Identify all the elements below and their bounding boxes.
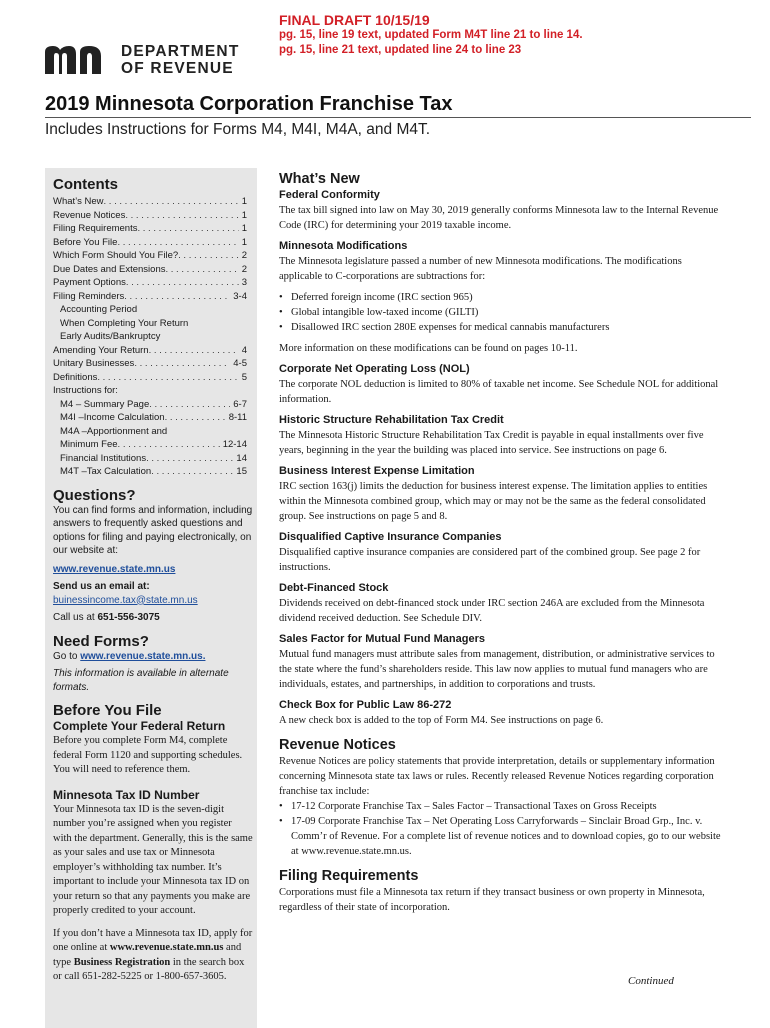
revenue-notices-list xyxy=(279,799,723,859)
toc-entry xyxy=(53,276,253,290)
toc-entry-label: Filing Requirements xyxy=(53,223,138,234)
alternate-formats-note: This information is available in alternate formats. xyxy=(53,668,229,693)
toc-entry-label: Payment Options xyxy=(53,277,126,288)
toc-entry-label: Definitions xyxy=(53,371,98,383)
toc-entry xyxy=(53,303,253,317)
revenue-notices-heading: Revenue Notices xyxy=(279,737,396,753)
toc-entry-page: 4 xyxy=(241,344,247,356)
toc-entry-label: Revenue Notices xyxy=(53,209,126,221)
federal-conformity-heading: Federal Conformity xyxy=(279,189,380,201)
main-column xyxy=(279,170,723,915)
federal-conformity-text: The tax bill signed into law on May 30, 2019 generally conforms Minnesota law to the Internal Revenue Code (IRC) for determining your 2019 taxable income. xyxy=(279,205,719,231)
toc-entry xyxy=(53,384,253,398)
debt-financed-heading: Debt-Financed Stock xyxy=(279,582,389,594)
toc-entry-label: Due Dates and Extensions xyxy=(53,263,166,275)
whats-new-heading: What’s New xyxy=(279,171,360,187)
toc-entry-label: M4A –Apportionment and xyxy=(60,425,168,437)
toc-leader-dots xyxy=(125,209,238,223)
contents-heading: Contents xyxy=(53,176,118,193)
continued-note: Continued xyxy=(628,975,674,987)
toc-entry-label: Which Form Should You File? xyxy=(53,250,179,261)
public-law-heading: Check Box for Public Law 86-272 xyxy=(279,699,452,711)
toc-entry-page: 1 xyxy=(241,196,247,207)
tax-id-text: Your Minnesota tax ID is the seven-digit number you’re assigned when you register with the department. Generally, this is the same as your sales and use tax or Minnesota employer’s withholding tax number. It’s important to include your Minnesota tax ID on your return so that any payments you make are properly credited to your account. xyxy=(53,803,253,916)
toc-leader-dots xyxy=(118,438,220,452)
toc-entry-page: 15 xyxy=(236,466,247,477)
toc-entry-label: Early Audits/Bankruptcy xyxy=(60,331,161,342)
toc-leader-dots xyxy=(165,411,226,425)
business-interest-text: IRC section 163(j) limits the deduction for business interest expense. The limitation applies to entities within the Minnesota combined group, which may or may not be the same as the federal consolidated group. See instructions on page 5 and 8. xyxy=(279,481,708,522)
toc-leader-dots xyxy=(149,398,230,412)
toc-entry-label: Financial Institutions xyxy=(60,452,147,464)
toc-leader-dots xyxy=(126,276,239,290)
sidebar xyxy=(53,176,253,985)
toc-leader-dots xyxy=(146,452,233,466)
business-interest-heading: Business Interest Expense Limitation xyxy=(279,465,475,477)
before-you-file-heading: Before You File xyxy=(53,702,162,719)
toc-entry-page: 2 xyxy=(241,263,247,275)
call-prefix: Call us at xyxy=(53,612,98,623)
toc-entry-label: Minimum Fee xyxy=(60,439,118,450)
toc-entry-label: Amending Your Return xyxy=(53,344,149,356)
federal-return-text: Before you complete Form M4, complete federal Form 1120 and supporting schedules. You will need to reference them. xyxy=(53,735,243,775)
federal-return-subheading: Complete Your Federal Return xyxy=(53,719,226,733)
toc-entry xyxy=(53,465,253,479)
toc-leader-dots xyxy=(134,357,230,371)
forms-link[interactable]: www.revenue.state.mn.us. xyxy=(80,650,206,662)
logo-line-1: DEPARTMENT xyxy=(121,43,240,60)
debt-financed-text: Dividends received on debt-financed stock under IRC section 246A are excluded from the Minnesota dividend received deduction. See Schedule DIV. xyxy=(279,598,705,624)
toc-leader-dots xyxy=(97,371,238,385)
toc-entry xyxy=(53,209,253,223)
toc-entry xyxy=(53,371,253,385)
questions-text: You can find forms and information, including answers to frequently asked questions and options for filing and paying electronically, on our website at: xyxy=(53,504,253,556)
public-law-text: A new check box is added to the top of Form M4. See instructions on page 6. xyxy=(279,715,604,726)
toc-entry xyxy=(53,452,253,466)
toc-entry xyxy=(53,195,253,209)
table-of-contents xyxy=(53,195,253,479)
toc-entry xyxy=(53,344,253,358)
toc-entry-page: 1 xyxy=(241,209,247,221)
need-forms-section xyxy=(53,633,253,695)
toc-entry xyxy=(53,438,253,452)
toc-entry-page: 3-4 xyxy=(233,290,247,302)
historic-credit-heading: Historic Structure Rehabilitation Tax Credit xyxy=(279,414,504,426)
nol-heading: Corporate Net Operating Loss (NOL) xyxy=(279,363,470,375)
modifications-more-text: More information on these modifications can be found on pages 10-11. xyxy=(279,343,578,354)
toc-entry xyxy=(53,411,253,425)
toc-leader-dots xyxy=(137,222,238,236)
captive-insurance-heading: Disqualified Captive Insurance Companies xyxy=(279,531,502,543)
before-you-file-section xyxy=(53,702,253,985)
toc-entry-page: 3 xyxy=(241,277,247,288)
list-item: • 17-09 Corporate Franchise Tax – Net Operating Loss Carryforwards – Sinclair Broad Grp., Inc. v. Comm’r of Revenue. For a complete list of revenue notices and to download copies, go to our website at www.revenue.state.mn.us. xyxy=(279,814,723,859)
email-label: Send us an email at: xyxy=(53,581,150,592)
sales-factor-heading: Sales Factor for Mutual Fund Managers xyxy=(279,633,485,645)
mn-revenue-logo xyxy=(45,44,245,78)
toc-entry-page: 6-7 xyxy=(233,398,247,410)
toc-leader-dots xyxy=(124,290,230,304)
toc-entry xyxy=(53,290,253,304)
filing-requirements-text: Corporations must file a Minnesota tax return if they transact business or own property in Minnesota, regardless of their state of incorporation. xyxy=(279,887,705,913)
toc-entry-page: 8-11 xyxy=(228,412,247,423)
toc-entry-label: Accounting Period xyxy=(60,304,138,315)
toc-entry-page: 4-5 xyxy=(233,358,247,369)
toc-entry-page: 14 xyxy=(236,452,247,464)
filing-requirements-heading: Filing Requirements xyxy=(279,868,419,884)
toc-entry-label: M4I –Income Calculation xyxy=(60,412,165,423)
questions-heading: Questions? xyxy=(53,486,136,504)
toc-leader-dots xyxy=(117,236,238,250)
page-subtitle: Includes Instructions for Forms M4, M4I, M4A, and M4T. xyxy=(45,121,431,138)
list-item: • Deferred foreign income (IRC section 965) xyxy=(279,290,723,305)
toc-entry-label: M4 – Summary Page xyxy=(60,398,150,410)
toc-leader-dots xyxy=(178,249,239,263)
list-item: • 17-12 Corporate Franchise Tax – Sales Factor – Transactional Taxes on Gross Receipts xyxy=(279,799,723,814)
toc-entry xyxy=(53,330,253,344)
toc-entry-label: Filing Reminders xyxy=(53,290,125,302)
toc-entry-page: 5 xyxy=(241,371,247,383)
toc-entry xyxy=(53,357,253,371)
list-item: • Global intangible low-taxed income (GILTI) xyxy=(279,305,723,320)
list-item: • Disallowed IRC section 280E expenses for medical cannabis manufacturers xyxy=(279,320,723,335)
toc-leader-dots xyxy=(149,344,239,358)
email-link[interactable]: buinessincome.tax@state.mn.us xyxy=(53,594,198,606)
registration-link[interactable]: www.revenue.state.mn.us xyxy=(109,942,224,953)
toc-leader-dots xyxy=(104,195,239,209)
toc-entry-label: Instructions for: xyxy=(53,385,118,396)
logo-line-2: OF REVENUE xyxy=(121,60,234,77)
title-rule xyxy=(45,117,751,118)
toc-entry xyxy=(53,236,253,250)
tax-id-subheading: Minnesota Tax ID Number xyxy=(53,787,200,802)
need-forms-heading: Need Forms? xyxy=(53,632,149,650)
toc-entry-label: Unitary Businesses xyxy=(53,358,135,369)
toc-entry-label: When Completing Your Return xyxy=(60,317,189,329)
toc-entry xyxy=(53,317,253,331)
toc-entry-page: 1 xyxy=(241,236,247,248)
tax-id-apply-text: If you don’t have a Minnesota tax ID, apply for one online at www.revenue.state.mn.us and type Business Registration in the search box or call 651-282-5225 or 1-800-657-3605. xyxy=(53,927,253,982)
mn-logo-icon xyxy=(45,44,115,74)
toc-entry-page: 1 xyxy=(241,223,247,234)
toc-entry xyxy=(53,425,253,439)
toc-leader-dots xyxy=(151,465,233,479)
draft-notice xyxy=(279,12,583,58)
draft-note-2: pg. 15, line 21 text, updated line 24 to line 23 xyxy=(279,44,522,56)
toc-entry xyxy=(53,222,253,236)
nol-text: The corporate NOL deduction is limited to 80% of taxable net income. See Schedule NOL for additional information. xyxy=(279,379,719,405)
toc-entry xyxy=(53,263,253,277)
phone-number: 651-556-3075 xyxy=(97,612,160,623)
questions-section xyxy=(53,487,253,625)
mn-modifications-heading: Minnesota Modifications xyxy=(279,240,408,252)
draft-note-1: pg. 15, line 19 text, updated Form M4T line 21 to line 14. xyxy=(279,29,583,41)
toc-entry xyxy=(53,398,253,412)
page-title: 2019 Minnesota Corporation Franchise Tax xyxy=(45,93,453,115)
toc-entry-label: What’s New xyxy=(53,196,104,207)
draft-title: FINAL DRAFT 10/15/19 xyxy=(279,12,430,28)
modifications-list xyxy=(279,290,723,335)
toc-leader-dots xyxy=(165,263,238,277)
sales-factor-text: Mutual fund managers must attribute sales from management, distribution, or administrative services to the state where the fund’s shareholders reside. This law now applies to mutual fund managers who are individuals, estates, and partnerships, in addition to corporations and trusts. xyxy=(279,649,715,690)
revenue-notices-text: Revenue Notices are policy statements that provide interpretation, details or supplementary information concerning Minnesota state tax laws or rules. Recently released Revenue Notices regarding corporation franchise tax include: xyxy=(279,756,715,797)
website-link[interactable]: www.revenue.state.mn.us xyxy=(53,563,176,575)
toc-entry-page: 2 xyxy=(241,250,247,261)
captive-insurance-text: Disqualified captive insurance companies are considered part of the combined group. See page 2 for instructions. xyxy=(279,547,701,573)
historic-credit-text: The Minnesota Historic Structure Rehabilitation Tax Credit is payable in equal installments over five years, beginning in the year the building was placed into service. See instructions on page 6. xyxy=(279,430,704,456)
toc-entry-label: Before You File xyxy=(53,236,118,248)
toc-entry-label: M4T –Tax Calculation xyxy=(60,466,152,477)
toc-entry-page: 12-14 xyxy=(222,439,247,450)
go-to-prefix: Go to xyxy=(53,650,81,662)
mn-modifications-text: The Minnesota legislature passed a number of new Minnesota modifications. The modifications applicable to C-corporations are subtractions for: xyxy=(279,256,682,282)
toc-entry xyxy=(53,249,253,263)
